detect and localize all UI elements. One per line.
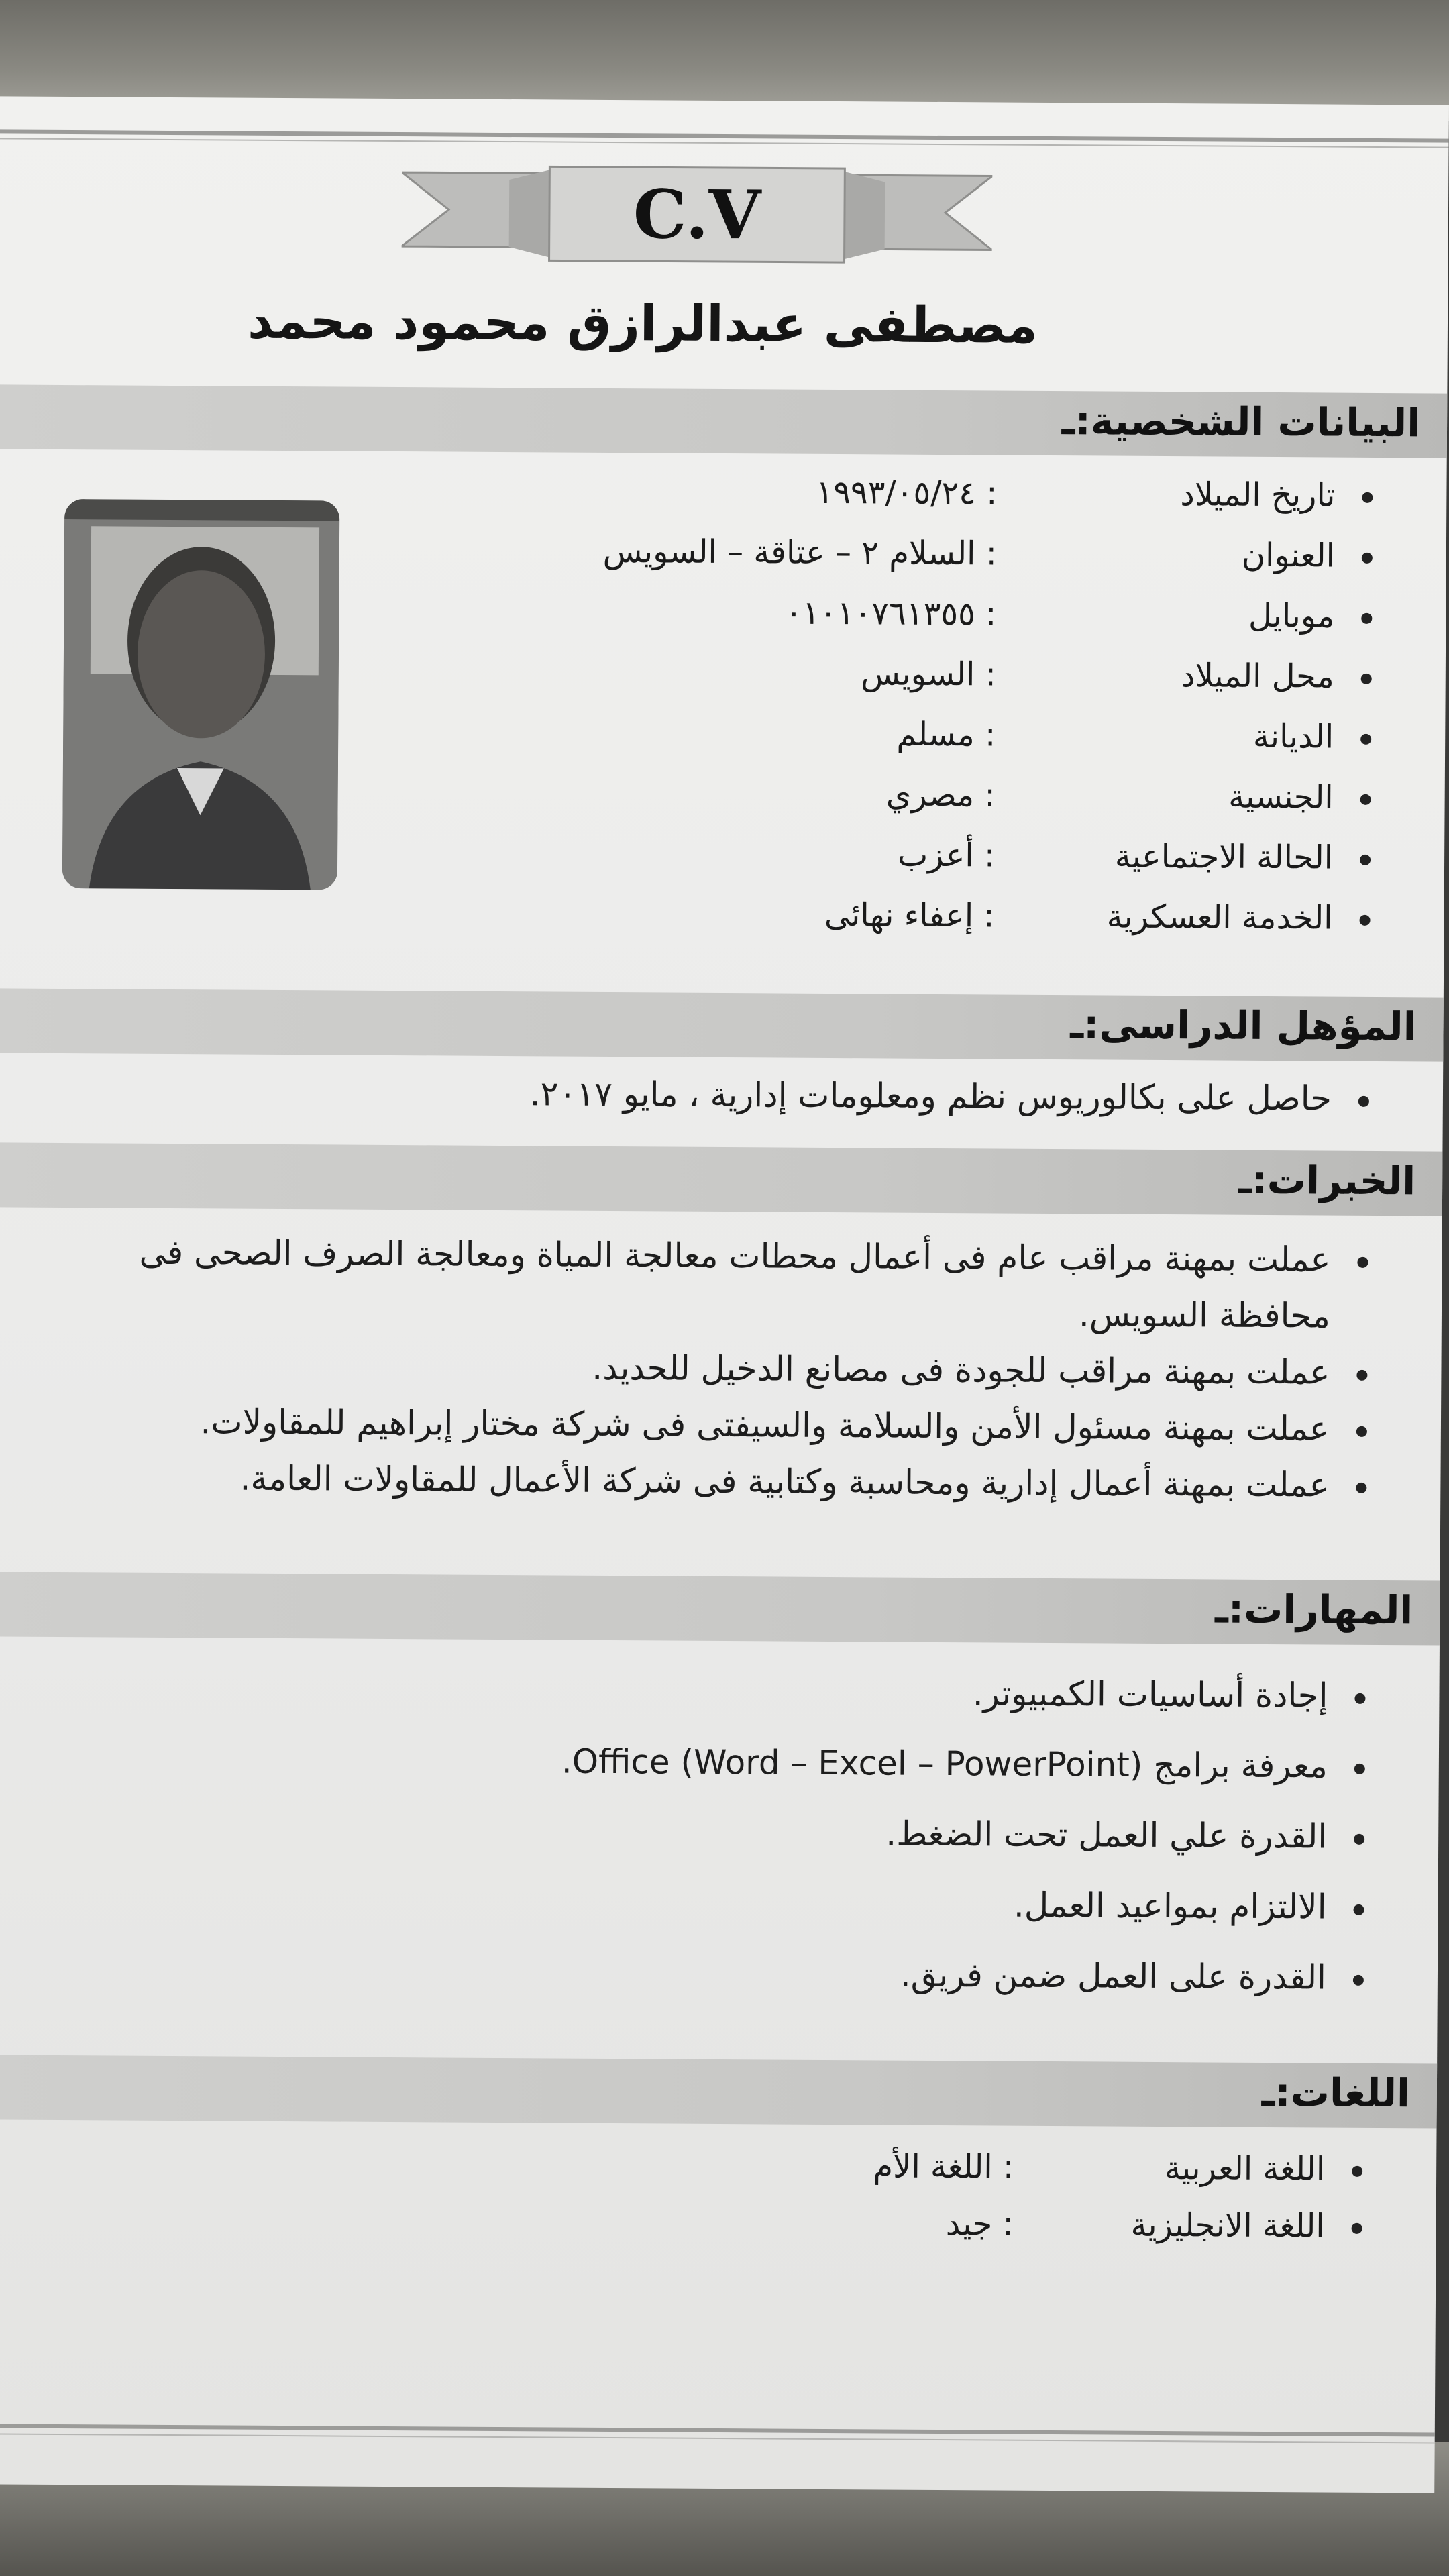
personal-label-4 xyxy=(1253,718,1372,756)
cv-paper xyxy=(0,96,1449,2493)
personal-row-2 xyxy=(634,593,1372,645)
section-education xyxy=(0,988,1444,1061)
section-title-education: المؤهل الدراسى:ـ xyxy=(1070,1002,1417,1050)
personal-label-text-0: تاريخ الميلاد xyxy=(1180,476,1336,515)
religion-value: مسلم xyxy=(896,715,975,754)
language-row-0 xyxy=(625,2146,1362,2198)
personal-label-text-4: الديانة xyxy=(1252,717,1334,756)
personal-row-4 xyxy=(633,714,1371,765)
person-name: مصطفى عبدالرازق محمود محمد xyxy=(247,292,1038,355)
bullet-icon xyxy=(1360,915,1371,926)
bullet-icon xyxy=(1352,2223,1362,2234)
skill-item-3 xyxy=(22,1871,1364,1935)
bullet-icon xyxy=(1354,1763,1365,1774)
personal-label-text-2: موبايل xyxy=(1248,596,1335,635)
section-experience xyxy=(0,1142,1442,1216)
experience-text-0: عملت بمهنة مراقب عام فى أعمال محطات معالجة المياة ومعالجة الصرف الصحى فى xyxy=(139,1232,1331,1279)
education-text: حاصل على بكالوريوس نظم ومعلومات إدارية ، مايو ٢٠١٧. xyxy=(529,1074,1332,1118)
cv-title: C.V xyxy=(633,174,761,255)
language-level-0: : اللغة الأم xyxy=(873,2147,1014,2186)
nationality-value: مصري xyxy=(885,775,975,814)
mobile-value: ٠١٠١٠٧٦١٣٥٥ xyxy=(785,594,976,633)
personal-label-text-6: الحالة الاجتماعية xyxy=(1114,837,1334,877)
personal-label-0 xyxy=(1180,476,1373,515)
personal-value-3: : السويس xyxy=(861,655,996,694)
marital-status-value: أعزب xyxy=(897,836,974,875)
bullet-icon xyxy=(1356,1426,1367,1436)
personal-label-text-1: العنوان xyxy=(1241,536,1336,575)
personal-value-0: : ١٩٩٣/٠٥/٢٤ xyxy=(816,473,998,513)
skill-text-4: القدرة على العمل ضمن فريق. xyxy=(900,1955,1327,1997)
bullet-icon xyxy=(1360,794,1371,805)
skill-item-4 xyxy=(22,1941,1364,2006)
bullet-icon xyxy=(1360,855,1371,865)
skill-text-1: معرفة برامج Office (Word – Excel – PowerPoint). xyxy=(561,1741,1328,1786)
section-title-personal: البيانات الشخصية:ـ xyxy=(1061,398,1421,446)
bullet-icon xyxy=(1353,1904,1364,1915)
experience-text-3: عملت بمهنة أعمال إدارية ومحاسبة وكتابية فى شركة الأعمال للمقاولات العامة. xyxy=(239,1458,1330,1505)
experience-item-0-cont xyxy=(2,1279,1330,1344)
title-banner xyxy=(401,152,992,276)
experience-text-1: عملت بمهنة مراقب للجودة فى مصانع الدخيل للحديد. xyxy=(592,1348,1330,1392)
experience-item-1 xyxy=(0,1336,1368,1400)
section-title-experience: الخبرات:ـ xyxy=(1238,1157,1416,1204)
profile-photo xyxy=(62,499,340,890)
personal-row-6 xyxy=(633,835,1371,886)
language-name-0: اللغة العربية xyxy=(1164,2149,1326,2188)
bullet-icon xyxy=(1362,492,1373,503)
section-personal xyxy=(0,384,1447,458)
bullet-icon xyxy=(1362,553,1373,564)
bullet-icon xyxy=(1356,1369,1367,1380)
section-skills xyxy=(0,1572,1440,1645)
bullet-icon xyxy=(1361,613,1372,624)
personal-row-3 xyxy=(634,653,1372,705)
experience-text-0-cont: محافظة السويس. xyxy=(1078,1295,1331,1336)
experience-item-3 xyxy=(0,1448,1367,1513)
skill-text-0: إجادة أساسيات الكمبيوتر. xyxy=(972,1674,1328,1715)
personal-label-text-7: الخدمة العسكرية xyxy=(1106,898,1333,937)
language-name-1: اللغة الانجليزية xyxy=(1130,2206,1325,2245)
bullet-icon xyxy=(1361,674,1372,684)
section-languages xyxy=(0,2055,1437,2128)
bullet-icon xyxy=(1354,1693,1365,1703)
personal-row-7 xyxy=(632,895,1370,947)
personal-label-6 xyxy=(1115,838,1371,877)
section-title-skills: المهارات:ـ xyxy=(1214,1586,1413,1633)
language-level-text-1: جيد xyxy=(945,2205,993,2243)
personal-label-1 xyxy=(1242,537,1373,575)
personal-label-text-3: محل الميلاد xyxy=(1181,657,1334,696)
skill-text-3: الالتزام بمواعيد العمل. xyxy=(1013,1885,1327,1927)
bullet-icon xyxy=(1354,1833,1364,1844)
personal-value-7: : إعفاء نهائى xyxy=(824,896,995,935)
personal-label-2 xyxy=(1248,597,1373,635)
experience-item-2 xyxy=(0,1392,1367,1456)
personal-value-5: : مصري xyxy=(885,775,996,814)
personal-value-4: : مسلم xyxy=(896,715,996,754)
birth-date-value: ١٩٩٣/٠٥/٢٤ xyxy=(816,473,977,513)
language-label-1 xyxy=(1130,2206,1362,2245)
bullet-icon xyxy=(1358,1095,1369,1106)
personal-label-7 xyxy=(1107,898,1371,937)
military-service-value: إعفاء نهائى xyxy=(824,896,974,935)
language-level-text-0: اللغة الأم xyxy=(873,2147,993,2186)
address-value: السلام ٢ – عتاقة – السويس xyxy=(602,532,976,573)
personal-row-5 xyxy=(633,774,1371,826)
personal-label-text-5: الجنسية xyxy=(1228,777,1334,816)
top-rule xyxy=(0,129,1449,142)
education-item-0 xyxy=(28,1063,1369,1127)
language-level-1: : جيد xyxy=(945,2205,1014,2243)
profile-photo-image xyxy=(62,499,340,890)
skill-item-2 xyxy=(23,1801,1364,1865)
skill-text-2: القدرة علي العمل تحت الضغط. xyxy=(885,1814,1328,1856)
bullet-icon xyxy=(1353,1974,1364,1985)
bullet-icon xyxy=(1357,1256,1368,1267)
personal-label-3 xyxy=(1181,657,1372,696)
bullet-icon xyxy=(1360,734,1371,745)
skill-item-0 xyxy=(23,1660,1365,1724)
skill-item-1 xyxy=(23,1730,1365,1794)
personal-label-5 xyxy=(1228,778,1371,816)
personal-value-6: : أعزب xyxy=(897,836,996,875)
bullet-icon xyxy=(1352,2166,1362,2177)
bullet-icon xyxy=(1356,1482,1366,1493)
personal-row-0 xyxy=(635,472,1373,524)
language-row-1 xyxy=(624,2203,1362,2255)
birthplace-value: السويس xyxy=(861,655,975,694)
experience-item-0 xyxy=(0,1223,1368,1287)
personal-value-2: : ٠١٠١٠٧٦١٣٥٥ xyxy=(785,594,997,633)
personal-value-1: : السلام ٢ – عتاقة – السويس xyxy=(602,532,998,573)
section-title-languages: اللغات:ـ xyxy=(1261,2069,1411,2116)
personal-row-1 xyxy=(500,532,1373,584)
language-label-0 xyxy=(1165,2149,1363,2188)
experience-text-2: عملت بمهنة مسئول الأمن والسلامة والسيفتى فى شركة مختار إبراهيم للمقاولات. xyxy=(200,1402,1330,1448)
